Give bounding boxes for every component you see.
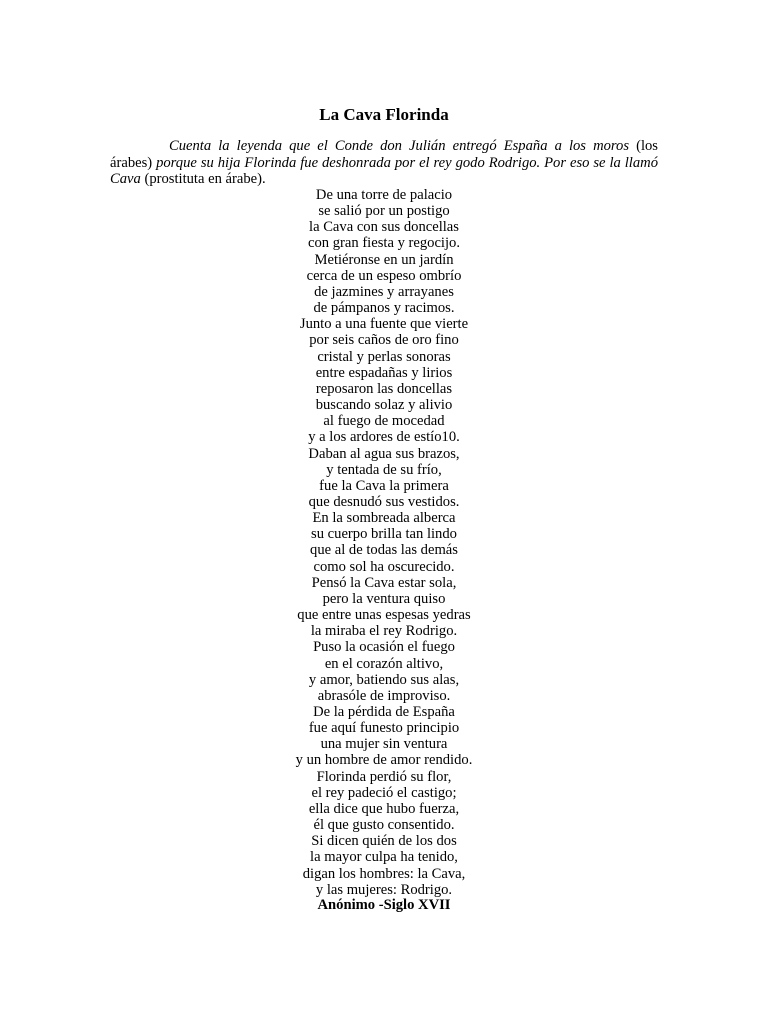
intro-normal-text-2: (prostituta en árabe).: [140, 171, 266, 187]
poem-line: una mujer sin ventura: [320, 736, 448, 753]
poem-line: buscando solaz y alivio: [315, 397, 453, 414]
poem-line: De una torre de palacio: [315, 187, 453, 203]
poem-line: y un hombre de amor rendido.: [295, 752, 473, 769]
poem-line: Si dicen quién de los dos: [311, 833, 457, 850]
poem-line: la miraba el rey Rodrigo.: [310, 623, 458, 640]
poem-line: la Cava con sus doncellas: [309, 219, 459, 236]
poem-line: de pámpanos y racimos.: [313, 300, 455, 317]
poem-line: él que gusto consentido.: [313, 817, 455, 834]
poem-verses: [0, 187, 768, 898]
poem-line: que al de todas las demás: [310, 542, 458, 559]
poem-line: que entre unas espesas yedras: [297, 607, 471, 624]
poem-line: entre espadañas y lirios: [315, 364, 453, 381]
poem-line: y tentada de su frío,: [326, 461, 442, 478]
poem-line: el rey padeció el castigo;: [311, 784, 457, 801]
intro-normal-text-1: (los árabes): [110, 138, 658, 171]
poem-line: cristal y perlas sonoras: [317, 348, 451, 365]
poem-line: al fuego de mocedad: [323, 413, 445, 430]
poem-line: y las mujeres: Rodrigo.: [315, 881, 453, 898]
poem-line: En la sombreada alberca: [312, 510, 456, 527]
poem-line: Puso la ocasión el fuego: [313, 639, 455, 656]
poem-line: por seis caños de oro fino: [309, 332, 459, 349]
author-signature: Anónimo -Siglo XVII: [317, 897, 451, 913]
intro-italic-text-1: Cuenta la leyenda que el Conde don Julián entregó España a los moros: [169, 138, 630, 154]
poem-line: y amor, batiendo sus alas,: [308, 671, 460, 688]
poem-line: y a los ardores de estío10.: [308, 429, 460, 446]
poem-line: Junto a una fuente que vierte: [299, 316, 469, 333]
poem-line: fue la Cava la primera: [319, 477, 449, 494]
intro-paragraph: [110, 138, 658, 188]
poem-line: abrasóle de improviso.: [317, 687, 451, 704]
poem-line: Pensó la Cava estar sola,: [311, 574, 457, 591]
poem-line: De la pérdida de España: [313, 704, 455, 720]
poem-line: fue aquí funesto principio: [308, 720, 460, 737]
poem-line: su cuerpo brilla tan lindo: [311, 526, 457, 543]
poem-line: ella dice que hubo fuerza,: [308, 800, 460, 817]
poem-line: en el corazón altivo,: [324, 655, 444, 672]
poem-line: con gran fiesta y regocijo.: [308, 235, 460, 252]
poem-line: Metiéronse en un jardín: [314, 251, 454, 268]
poem-line: Daban al agua sus brazos,: [308, 445, 460, 462]
poem-line: pero la ventura quiso: [322, 590, 446, 607]
poem-line: de jazmines y arrayanes: [314, 283, 454, 300]
poem-line: reposaron las doncellas: [315, 380, 453, 397]
poem-line: Florinda perdió su flor,: [316, 768, 452, 785]
intro-italic-text-2: porque su hija Florinda fue deshonrada por el rey godo Rodrigo. Por eso se la llamó Cava: [110, 154, 658, 187]
poem-line: digan los hombres: la Cava,: [302, 865, 466, 882]
document-title: La Cava Florinda: [319, 105, 449, 124]
poem-line: se salió por un postigo: [318, 203, 450, 220]
poem-line: que desnudó sus vestidos.: [308, 493, 460, 510]
poem-line: la mayor culpa ha tenido,: [310, 849, 458, 866]
poem-line: como sol ha oscurecido.: [313, 558, 455, 575]
poem-line: cerca de un espeso ombrío: [306, 267, 462, 284]
